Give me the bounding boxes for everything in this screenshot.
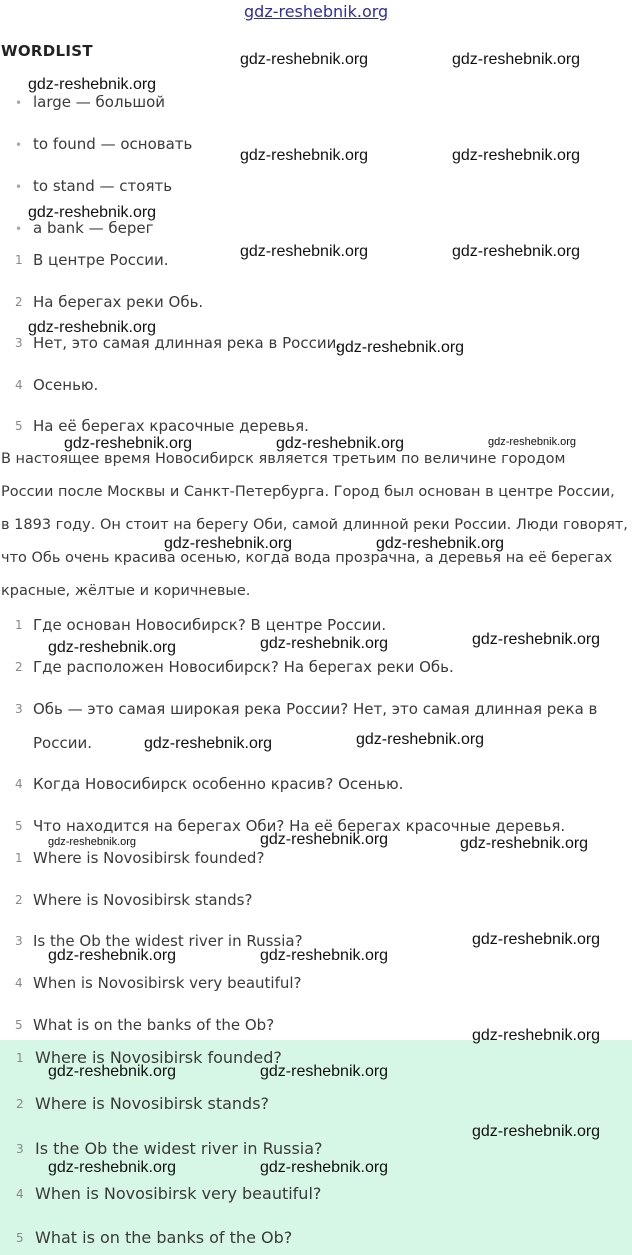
watermark: gdz-reshebnik.org [64, 435, 193, 452]
watermark: gdz-reshebnik.org [28, 204, 157, 221]
watermark: gdz-reshebnik.org [472, 1027, 601, 1044]
watermark: gdz-reshebnik.org [240, 51, 369, 68]
watermark: gdz-reshebnik.org [460, 835, 589, 852]
wordlist-heading: WORDLIST [1, 42, 93, 60]
watermark: gdz-reshebnik.org [48, 1159, 177, 1176]
watermark: gdz-reshebnik.org [164, 535, 293, 552]
watermark: gdz-reshebnik.org [28, 76, 157, 93]
highlighted-answer-block: 1 Where is Novosibirsk founded? 2 Where is Novosibirsk stands? 3 Is the Ob the widest river in Russia? 4 When is Novosibirsk very beautiful? 5 What is on the banks of the Ob? [0, 1040, 632, 1255]
watermark: gdz-reshebnik.org [472, 631, 601, 648]
paragraph-line: В настоящее время Новосибирск является третьим по величине городом [1, 451, 566, 467]
watermark: gdz-reshebnik.org [376, 535, 505, 552]
watermark: gdz-reshebnik.org [356, 731, 485, 748]
bullet-icon: • [15, 222, 23, 236]
watermark: gdz-reshebnik.org [48, 639, 177, 656]
watermark: gdz-reshebnik.org [28, 319, 157, 336]
watermark: gdz-reshebnik.org [336, 339, 465, 356]
paragraph-line: что Обь очень красива осенью, когда вода прозрачна, а деревья на её берегах [1, 550, 613, 566]
watermark: gdz-reshebnik.org [276, 435, 405, 452]
watermark: gdz-reshebnik.org [452, 243, 581, 260]
watermark: gdz-reshebnik.org [260, 947, 389, 964]
bullet-icon: • [15, 138, 23, 152]
bullet-icon: • [15, 180, 23, 194]
site-title-link[interactable]: gdz-reshebnik.org [244, 2, 389, 21]
watermark: gdz-reshebnik.org [260, 831, 389, 848]
watermark: gdz-reshebnik.org [260, 1159, 389, 1176]
watermark: gdz-reshebnik.org [260, 1063, 389, 1080]
paragraph-line: в 1893 году. Он стоит на берегу Оби, самой длинной реки России. Люди говорят, [1, 517, 628, 533]
watermark: gdz-reshebnik.org [472, 1123, 601, 1140]
bullet-icon: • [15, 96, 23, 110]
watermark: gdz-reshebnik.org [240, 243, 369, 260]
watermark: gdz-reshebnik.org [144, 735, 273, 752]
watermark: gdz-reshebnik.org [48, 1063, 177, 1080]
watermark: gdz-reshebnik.org [260, 635, 389, 652]
watermark: gdz-reshebnik.org [452, 147, 581, 164]
watermark: gdz-reshebnik.org [240, 147, 369, 164]
watermark: gdz-reshebnik.org [488, 436, 577, 448]
watermark: gdz-reshebnik.org [472, 931, 601, 948]
watermark: gdz-reshebnik.org [48, 947, 177, 964]
watermark: gdz-reshebnik.org [48, 836, 137, 848]
watermark: gdz-reshebnik.org [452, 51, 581, 68]
text-paragraph [1, 443, 632, 608]
paragraph-line: красные, жёлтые и коричневые. [1, 583, 251, 599]
paragraph-line: России после Москвы и Санкт-Петербурга. Город был основан в центре России, [1, 484, 615, 500]
